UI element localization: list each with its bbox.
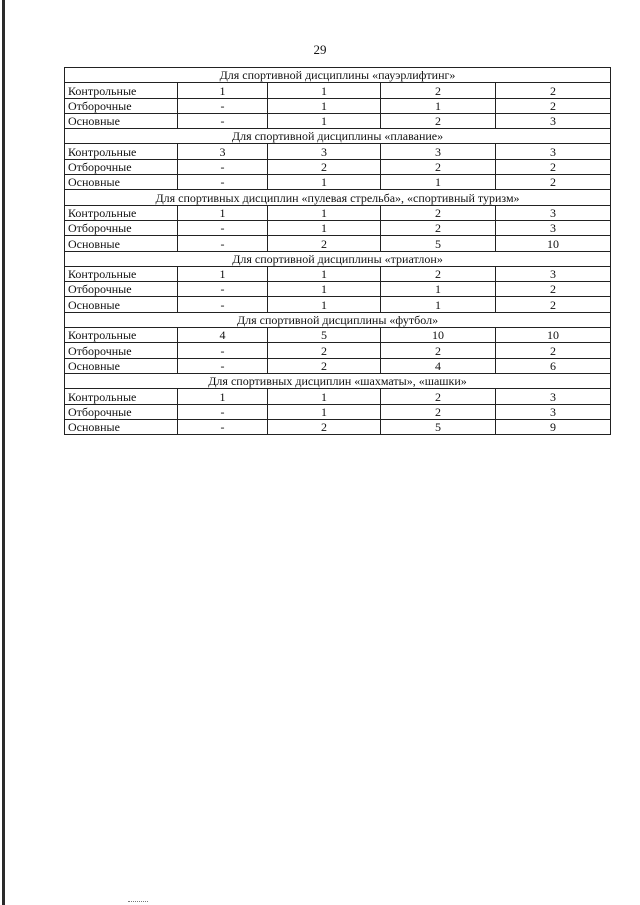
section-title: Для спортивной дисциплины «футбол» [65,312,611,327]
table-row [65,113,611,128]
section-title: Для спортивных дисциплин «шахматы», «шашки» [65,373,611,388]
row-label: Основные [65,358,178,373]
value-cell: - [178,236,268,251]
value-cell: 5 [381,236,496,251]
row-label: Отборочные [65,282,178,297]
row-label: Отборочные [65,404,178,419]
value-cell: 2 [496,159,611,174]
table-row [65,297,611,312]
value-cell: 1 [381,282,496,297]
value-cell: - [178,159,268,174]
table-row [65,144,611,159]
value-cell: 1 [268,113,381,128]
value-cell: 5 [381,419,496,434]
value-cell: 4 [381,358,496,373]
table-row [65,389,611,404]
table-row [65,159,611,174]
value-cell: 1 [268,404,381,419]
table-row [65,266,611,281]
value-cell: 1 [268,266,381,281]
value-cell: 1 [178,266,268,281]
value-cell: 3 [496,144,611,159]
value-cell: 1 [381,175,496,190]
value-cell: 2 [381,83,496,98]
value-cell: 3 [268,144,381,159]
row-label: Контрольные [65,389,178,404]
value-cell: 2 [268,419,381,434]
table-row [65,98,611,113]
value-cell: 2 [381,389,496,404]
value-cell: 1 [268,297,381,312]
value-cell: 3 [496,220,611,235]
row-label: Основные [65,297,178,312]
value-cell: 2 [381,220,496,235]
value-cell: 5 [268,328,381,343]
value-cell: 2 [381,343,496,358]
scan-border [2,0,5,905]
value-cell: 2 [496,175,611,190]
value-cell: 10 [496,328,611,343]
row-label: Отборочные [65,220,178,235]
table-row [65,220,611,235]
value-cell: 2 [496,282,611,297]
value-cell: - [178,358,268,373]
value-cell: 1 [268,175,381,190]
table-row [65,358,611,373]
value-cell: 2 [381,404,496,419]
value-cell: 4 [178,328,268,343]
value-cell: 3 [496,205,611,220]
value-cell: 1 [268,220,381,235]
row-label: Отборочные [65,159,178,174]
value-cell: 2 [496,343,611,358]
value-cell: 1 [268,83,381,98]
value-cell: - [178,98,268,113]
value-cell: - [178,175,268,190]
section-header-row [65,129,611,144]
section-header-row [65,190,611,205]
row-label: Основные [65,419,178,434]
table-row [65,175,611,190]
table-row [65,343,611,358]
table-row [65,83,611,98]
value-cell: 2 [496,297,611,312]
value-cell: 3 [178,144,268,159]
value-cell: - [178,282,268,297]
value-cell: 3 [496,404,611,419]
value-cell: 2 [381,159,496,174]
row-label: Основные [65,175,178,190]
row-label: Основные [65,236,178,251]
value-cell: 1 [178,83,268,98]
value-cell: 1 [268,205,381,220]
value-cell: 1 [268,98,381,113]
table-row [65,236,611,251]
value-cell: - [178,419,268,434]
table-row [65,404,611,419]
row-label: Отборочные [65,343,178,358]
page-number: 29 [313,42,327,57]
value-cell: 2 [268,358,381,373]
competitions-table [64,67,611,435]
section-header-row [65,251,611,266]
value-cell: 1 [268,282,381,297]
value-cell: 2 [381,266,496,281]
value-cell: 2 [268,159,381,174]
table-row [65,205,611,220]
value-cell: 10 [381,328,496,343]
row-label: Контрольные [65,328,178,343]
value-cell: 2 [381,113,496,128]
value-cell: - [178,404,268,419]
table-row [65,328,611,343]
table-row [65,282,611,297]
value-cell: 10 [496,236,611,251]
section-header-row [65,373,611,388]
row-label: Отборочные [65,98,178,113]
value-cell: 1 [268,389,381,404]
value-cell: 2 [496,83,611,98]
value-cell: 1 [381,297,496,312]
value-cell: 3 [496,389,611,404]
value-cell: - [178,113,268,128]
section-title: Для спортивной дисциплины «триатлон» [65,251,611,266]
value-cell: - [178,343,268,358]
value-cell: 3 [496,266,611,281]
scan-mark [128,901,148,903]
value-cell: 2 [268,343,381,358]
row-label: Контрольные [65,205,178,220]
row-label: Основные [65,113,178,128]
value-cell: 1 [178,205,268,220]
value-cell: 3 [496,113,611,128]
value-cell: 6 [496,358,611,373]
value-cell: 2 [268,236,381,251]
value-cell: 1 [381,98,496,113]
section-header-row [65,68,611,83]
section-title: Для спортивной дисциплины «пауэрлифтинг» [65,68,611,83]
value-cell: 2 [496,98,611,113]
value-cell: 9 [496,419,611,434]
row-label: Контрольные [65,83,178,98]
table-row [65,419,611,434]
section-title: Для спортивных дисциплин «пулевая стрельба», «спортивный туризм» [65,190,611,205]
row-label: Контрольные [65,144,178,159]
row-label: Контрольные [65,266,178,281]
value-cell: - [178,220,268,235]
value-cell: 2 [381,205,496,220]
value-cell: - [178,297,268,312]
value-cell: 3 [381,144,496,159]
section-title: Для спортивной дисциплины «плавание» [65,129,611,144]
section-header-row [65,312,611,327]
value-cell: 1 [178,389,268,404]
